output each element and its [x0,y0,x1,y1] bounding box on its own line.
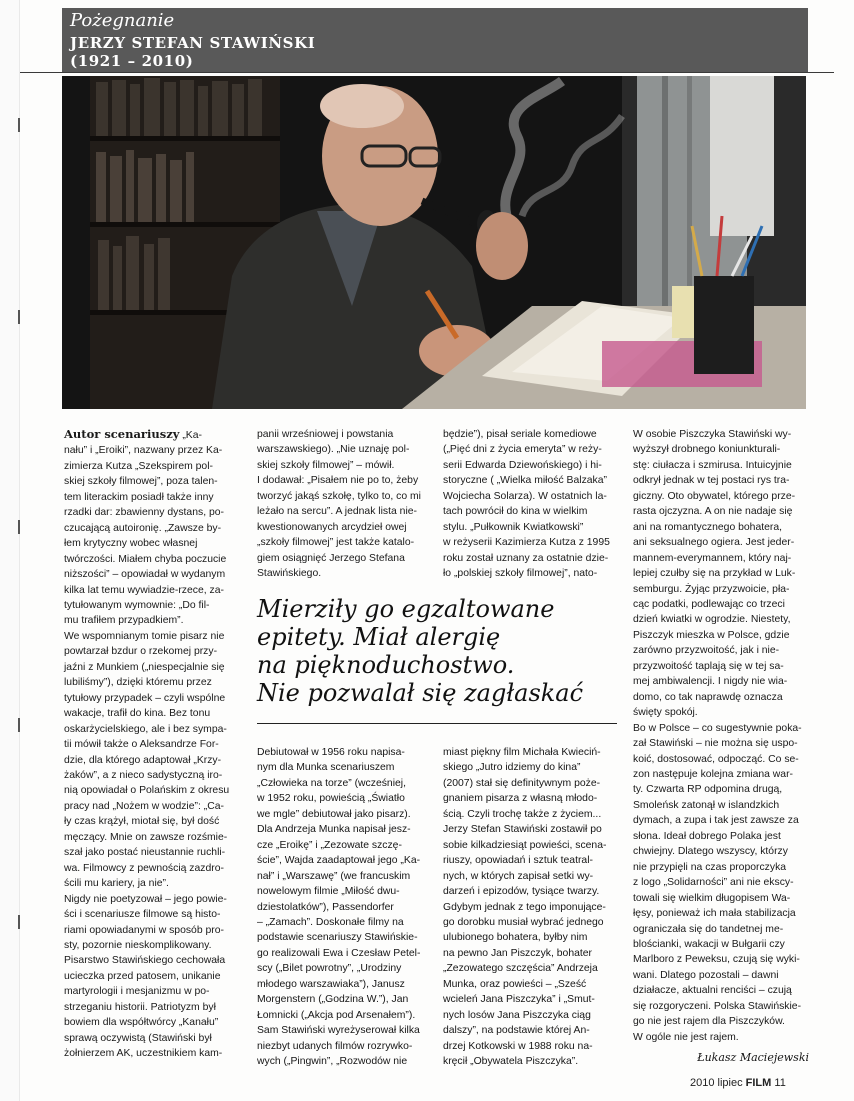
article-column-3-bottom: miast piękny film Michała Kwieciń- skiego „Jutro idziemy do kina” (2007) stał się definitywnym poże- gnaniem pisarza z własną młodo- ścią. Czyli trochę także z życiem... Jerzy Stefan Stawiński zostawił po sobie kilkadziesiąt powieści, scena- riuszy, opowiadań i sztuk teatral- nych, w których zapisał setki wy- darzeń i epizodów, tysiące twarzy. Gdybym jednak z tego imponujące- go dorobku musiał wybrać jednego ulubionego bohatera, byłby nim na pewno Jan Piszczyk, bohater „Zezowatego szczęścia” Andrzeja Munka, oraz powieści – „Sześć wcieleń Jana Piszczyka” i „Smut- nych losów Jana Piszczyka ciąg dalszy”, na podstawie której An- drzej Kotkowski w 1988 roku na- kręcił „Obywatela Piszczyka”. [443,747,607,1068]
article-column-4: W osobie Piszczyka Stawiński wy- wyższył drobnego koniunkturali- stę: ciułacza i szmirusa. Intuicyjnie odkrył jednak w tej postaci rys tra- giczny. Oto obywatel, którego prze- rasta ojczyzna. A on nie nadaje się ani na romantycznego bohatera, ani seksualnego ogiera. Jest jeder- mannem-everymannem, który naj- lepiej czułby się na przykład w Luk- semburgu. Żyjąc przyzwoicie, pła- cąc podatki, podlewając co trzeci dzień kwiatki w ogrodzie. Niestety, Piszczyk mieszka w Polsce, gdzie zarówno przyzwoitość, jak i nie- przyzwoitość taplają się w tej sa- mej ambiwalencji. I nigdy nie wia- domo, co tak naprawdę oznacza święty spokój. Bo w Polsce – co sugestywnie poka- zał Stawiński – nie można się uspo- koić, dostosować, odpocząć. Co se- zon następuje kolejna zmiana war- ty. Czwarta RP odpomina drugą, Smoleńsk zatonął w islandzkich dymach, a zupa i tak jest zawsze za słona. Ideał dobrego Polaka jest chwiejny. Dlatego wszyscy, którzy nie przypięli na czas proporczyka z logo „Solidarności” ani nie ekscy- towali się wielkim długopisem Wa- łęsy, ponieważ ich mała stabilizacja ograniczała się do tandetnej me- blościanki, wakacji w Bułgarii czy Marlboro z Peweksu, czują się wyki- wani. Dlatego pozostali – dawni działacze, aktualni renciści – czują się rozgoryczeni. Polska Stawińskie- go nie jest rajem dla Piszczyków. W ogóle nie jest rajem. [633,429,802,1043]
margin-mark [18,118,20,132]
column-text: „Ka- nału” i „Eroiki”, nazwany przez Ka- zimierza Kutza „Szekspirem pol- skiej szkoły filmowej”, poza talen- tem literackim posiadł także inny rzadki dar: zbawienny dystans, po- czucającą autoironię. „Zawsze by- łem krytyczny wobec własnej twórczości. Miałem chyba poczucie niższości” – opowiadał w wydanym kilka lat temu wywiadzie-rzece, za- tytułowanym wymownie: „Do fil- mu trafiłem przypadkiem”. We wspomnianym tomie pisarz nie powtarzał bzdur o rzekomej przy- jaźni z Munkiem („niespecjalnie się lubiliśmy”), dzięki któremu przez tytułowy przypadek – czyli wspólne wakacje, trafił do kina. Bez tonu oskarżycielskiego, ale i bez sympa- tii mówił także o Aleksandrze For- dzie, dla którego adaptował „Krzy- żaków”, a z nieco sadystyczną iro- nią opowiadał o Polańskim z okresu pracy nad „Nożem w wodzie”: „Ca- ły czas krążył, miotał się, był dość męczący. Mnie on zawsze rozśmie- szał jako postać nieustannie ruchli- wa. Filmowcy z pewnością zazdro- ścili mu kariery, ja nie”. Nigdy nie poetyzował – jego powie- ści i scenariusze filmowe są histo- riami opowiadanymi w sposób pro- sty, pozornie nieskomplikowany. Pisarstwo Stawińskiego cechowała ucieczka przed patosem, unikanie martyrologii i mesjanizmu w po- strzeganiu historii. Patriotyzm był bowiem dla współtwórcy „Kanału” sprawą oczywistą (Stawiński był żołnierzem AK, uczestnikiem kam- [64,430,230,1060]
author-signature: Łukasz Maciejewski [697,1051,809,1064]
article-column-2-top: panii wrześniowej i powstania warszawskiego). „Nie uznaję pol- skiej szkoły filmowej” – mówił. I dodawał: „Pisałem nie po to, żeby tworzyć jakąś szkołę, tylko to, co mi leżało na sercu”. A jednak lista nie- kwestionowanych arcydzieł owej „szkoły filmowej” jest także katalo- giem osiągnięć Jerzego Stefana Stawińskiego. [257,429,421,580]
portrait-photo [62,76,806,409]
pull-quote-rule [257,723,617,724]
scan-margin [0,0,20,1101]
magazine-name: FILM [745,1077,772,1089]
article-column-2-bottom: Debiutował w 1956 roku napisa- nym dla Munka scenariuszem „Człowieka na torze” (wcześniej, w 1952 roku, powieścią „Światło we mgle” debiutował jako pisarz). Dla Andrzeja Munka napisał jesz- cze „Eroikę” i „Zezowate szczę- ście”, Wajda zaadaptował jego „Ka- nał” i „Warszawę” (we francuskim nowelowym filmie „Miłość dwu- dziestolatków”), Passendorfer – „Zamach”. Doskonałe filmy na podstawie scenariuszy Stawińskie- go realizowali Ewa i Czesław Petel- scy („Bilet powrotny”, „Urodziny młodego warszawiaka”), Janusz Morgenstern („Godzina W.”), Jan Łomnicki („Akcja pod Arsenałem”). Sam Stawiński wyreżyserował kilka niezbyt udanych filmów rozrywko- wych („Pingwin”, „Rozwodów nie [257,747,421,1068]
section-kicker: Pożegnanie [70,10,175,31]
page-folio [690,1077,786,1089]
margin-mark [18,915,20,929]
margin-mark [18,310,20,324]
folio-date: 2010 lipiec [690,1077,743,1089]
page-number: 11 [774,1077,786,1089]
margin-mark [18,718,20,732]
obituary-years: (1921 – 2010) [70,52,194,70]
article-column-3-top: będzie”), pisał seriale komediowe („Pięć dni z życia emeryta” w reży- serii Edwarda Dziewońskiego) i hi- storyczne ( „Wielka miłość Balzaka” Wojciecha Solarza). W ostatnich la- tach powrócił do kina w wielkim stylu. „Pułkownik Kwiatkowski” w reżyserii Kazimierza Kutza z 1995 roku został uznany za ostatnie dzie- ło „polskiej szkoły filmowej”, nato- [443,429,610,580]
obituary-name: JERZY STEFAN STAWIŃSKI [70,34,316,52]
pull-quote: Mierziły go egzaltowane epitety. Miał alergię na pięknoduchostwo. Nie pozwalał się zagłaskać [257,595,584,707]
portrait-illustration [62,76,806,409]
lead-label: Autor scenariuszy [64,427,180,441]
header-rule [20,72,834,73]
margin-mark [18,520,20,534]
article-column-1 [64,427,244,1062]
